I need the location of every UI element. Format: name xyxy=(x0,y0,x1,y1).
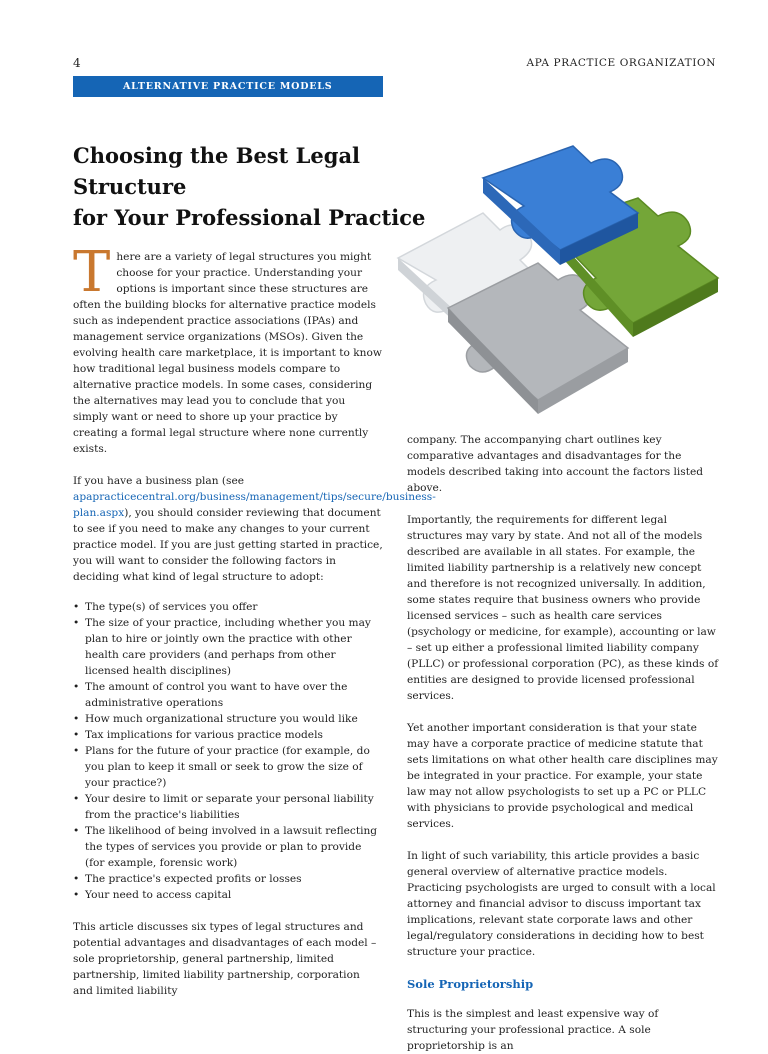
page-number: 4 xyxy=(73,56,81,70)
list-item: • How much organizational structure you would like xyxy=(73,711,383,727)
sole-proprietorship-paragraph: This is the simplest and least expensive way of structuring your professional practice. A sole proprietorship is an xyxy=(407,1008,659,1052)
business-plan-link[interactable]: apapracticecentral.org/business/management/tips/secure/business-plan.aspx xyxy=(73,491,436,519)
list-item: • Tax implications for various practice models xyxy=(73,727,383,743)
corporate-practice-paragraph: Yet another important consideration is that your state may have a corporate practice of medicine statute that sets limitations on what other health care disciplines may be integrated in your practice. For example, your state law may not allow psychologists to set up a PC or PLLC with physicians to provide psychological and medical services. xyxy=(407,722,718,830)
puzzle-pieces-illustration xyxy=(388,118,733,418)
variability-paragraph: In light of such variability, this article provides a basic general overview of alternative practice models. Practicing psychologists are urged to consult with a local attorney and financial advisor to discuss important tax implications, relevant state corporate laws and other legal/regulatory considerations in deciding how to best structure your practice. xyxy=(407,850,716,958)
chart-intro-paragraph: company. The accompanying chart outlines key comparative advantages and disadvantages for the models described taking into account the factors listed above. xyxy=(407,434,704,494)
section-subhead: Sole Proprietorship xyxy=(407,977,534,991)
list-item: • The type(s) of services you offer xyxy=(73,599,383,615)
state-requirements-paragraph: Importantly, the requirements for different legal structures may vary by state. And not all of the models described are available in all states. For example, the limited liability partnership is a relatively new concept and therefore is not recognized universally. In addition, some states require that business owners who provide licensed services – such as health care services (psychology or medicine, for example), accounting or law – set up either a professional limited liability company (PLLC) or professional corporation (PC), as these kinds of entities are designed to provide licensed professional services. xyxy=(407,514,719,702)
list-item: • Plans for the future of your practice (for example, do you plan to keep it small or seek to grow the size of your practice?) xyxy=(73,743,383,791)
intro-paragraph xyxy=(73,240,383,457)
title-line-2: for Your Professional Practice xyxy=(73,205,426,230)
overview-paragraph: This article discusses six types of legal structures and potential advantages and disadvantages of each model – sole proprietorship, general partnership, limited partnership, limited liability partnership, corporation and limited liability xyxy=(73,921,377,997)
intro-text: here are a variety of legal structures you might choose for your practice. Understanding your options is important since these structures are often the building blocks for alternative practice models such as independent practice associations (IPAs) and management service organizations (MSOs). Given the evolving health care marketplace, it is important to know how traditional legal business models compare to alternative practice models. In some cases, considering the alternatives may lead you to conclude that you simply want or need to shore up your practice by creating a formal legal structure where none currently exists. xyxy=(73,251,382,455)
list-item: • The practice's expected profits or losses xyxy=(73,871,383,887)
list-item: • The size of your practice, including whether you may plan to hire or jointly own the practice with other health care providers (and perhaps from other licensed health disciplines) xyxy=(73,615,383,679)
list-item: • The amount of control you want to have over the administrative operations xyxy=(73,679,383,711)
drop-cap: T xyxy=(73,240,111,305)
section-banner: ALTERNATIVE PRACTICE MODELS xyxy=(73,76,383,97)
title-line-1: Choosing the Best Legal Structure xyxy=(73,143,361,199)
left-column xyxy=(73,240,436,999)
para2-tail: ), you should consider reviewing that document to see if you need to make any changes to your current practice model. If you are just getting started in practice, you will want to consider the following factors in deciding what kind of legal structure to adopt: xyxy=(73,507,383,583)
business-plan-paragraph xyxy=(73,473,436,585)
running-head: APA PRACTICE ORGANIZATION xyxy=(526,57,716,69)
para2-lead: If you have a business plan (see xyxy=(73,475,245,487)
list-item: • Your need to access capital xyxy=(73,887,383,903)
list-item: • Your desire to limit or separate your personal liability from the practice's liabilities xyxy=(73,791,383,823)
list-item: • The likelihood of being involved in a lawsuit reflecting the types of services you provide or plan to provide (for example, forensic work) xyxy=(73,823,383,871)
factor-list xyxy=(73,599,383,903)
right-column xyxy=(407,432,719,1054)
